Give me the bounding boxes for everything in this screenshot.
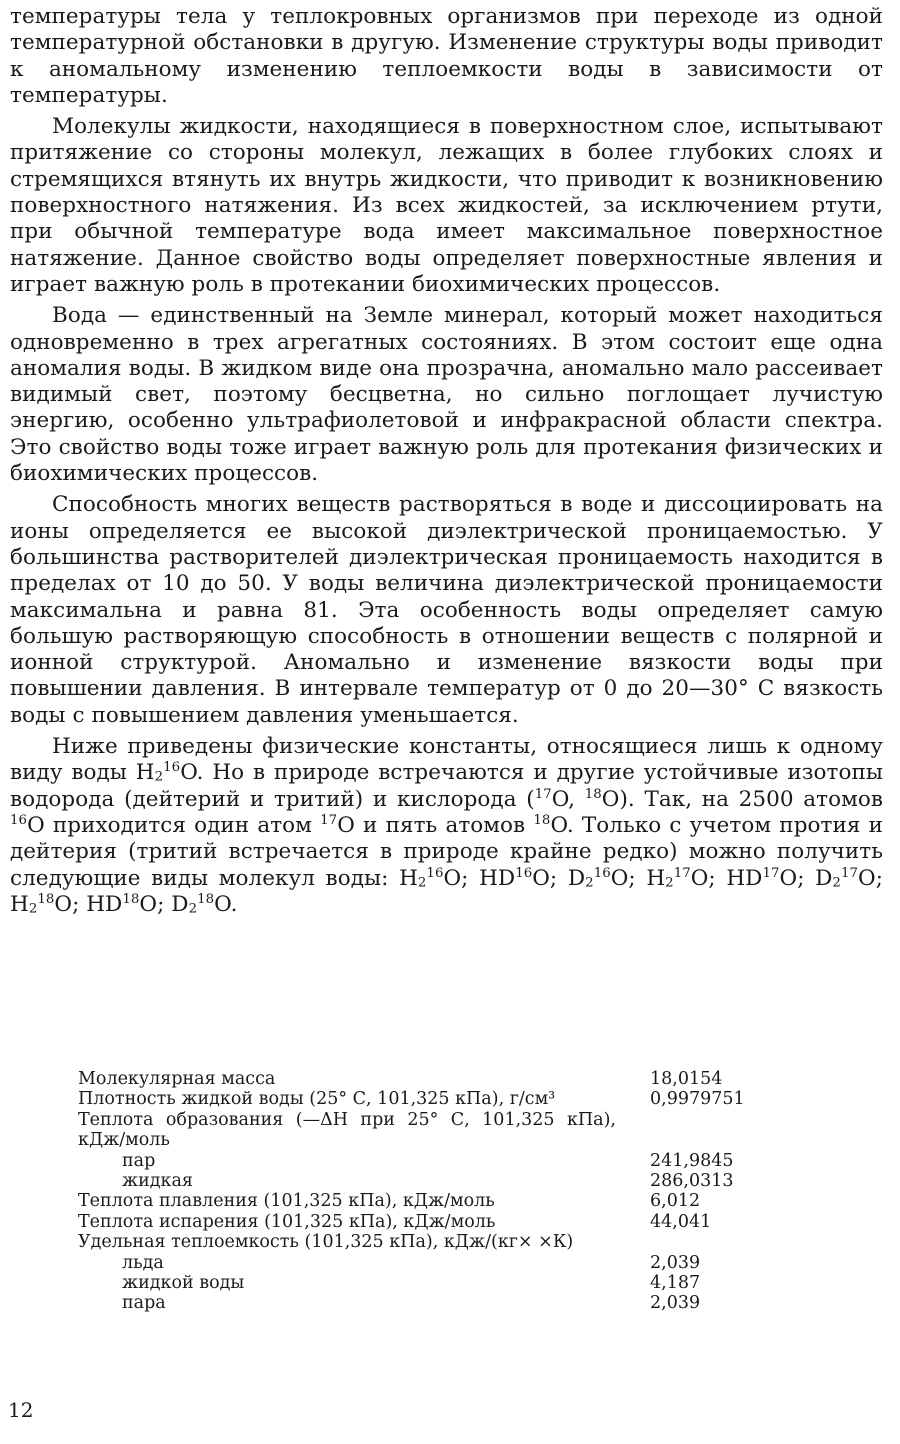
body-text	[10, 4, 883, 918]
superscript: 18	[37, 891, 55, 907]
paragraph-p1	[10, 4, 883, 109]
text-run: Способность многих веществ растворяться в воде и диссоциировать на ионы определяется ее высокой диэлектрической проницаемостью. У большинства растворителей диэлектрическая проницаемость находится в пределах от 10 до 50. У воды величина диэлектрической проницаемости максимальна и равна 81. Эта особенность воды определяет самую большую растворяющую способность в отношении веществ с полярной и ионной структурой. Аномально и изменение вязкости воды при повышении давления. В интервале температур от 0 до 20—30° С вязкость воды с повышением давления уменьшается.	[10, 492, 883, 728]
constant-row	[78, 1253, 798, 1273]
constant-value: 44,041	[650, 1211, 712, 1232]
subscript: 2	[585, 874, 594, 890]
constant-row	[78, 1232, 798, 1252]
superscript: 18	[122, 891, 140, 907]
constant-row	[78, 1273, 798, 1293]
superscript: 17	[762, 865, 780, 881]
paragraph-p4	[10, 492, 883, 729]
text-run: O.	[214, 891, 238, 917]
subscript: 2	[154, 769, 164, 785]
constant-label: льда	[122, 1252, 164, 1273]
text-run: O; H	[610, 865, 666, 891]
constant-value: 2,039	[650, 1252, 701, 1273]
superscript: 18	[533, 812, 551, 828]
text-run: O. Но в природе встречаются и другие устойчивые изотопы водорода (дейтерий и тритий) и кислорода (	[10, 760, 883, 812]
text-run: O). Так, на 2500 атомов	[601, 786, 883, 812]
constant-value: 0,9979751	[650, 1089, 745, 1110]
constant-label: Молекулярная масса	[78, 1069, 276, 1089]
superscript: 16	[10, 812, 28, 828]
physical-constants-table	[78, 1069, 798, 1314]
text-run: Ниже приведены физические константы, относящиеся лишь к одному виду воды H	[10, 734, 883, 786]
paragraph-p2	[10, 114, 883, 298]
subscript: 2	[188, 901, 198, 917]
superscript: 17	[840, 865, 859, 881]
constant-value: 2,039	[650, 1293, 701, 1314]
constant-value: 286,0313	[650, 1171, 734, 1192]
constant-label: жидкая	[122, 1171, 193, 1192]
paragraph-p3	[10, 303, 883, 487]
constant-value: 18,0154	[650, 1069, 723, 1089]
constant-label: пар	[122, 1150, 156, 1171]
constant-label: Удельная теплоемкость (101,325 кПа), кДж/(кг× ×К)	[78, 1232, 574, 1253]
superscript: 16	[593, 865, 611, 881]
constant-label: Теплота образования (—ΔH при 25° С, 101,325 кПа), кДж/моль	[78, 1109, 616, 1151]
superscript: 16	[426, 865, 444, 881]
superscript: 16	[163, 760, 181, 776]
text-run: O. Только с учетом протия и дейтерия (тритий встречается в природе крайне редко) можно получить следующие виды молекул воды: H	[10, 812, 883, 891]
superscript: 16	[515, 865, 533, 881]
text-run: Вода — единственный на Земле минерал, который может находиться одновременно в трех агрегатных состояниях. В этом состоит еще одна аномалия воды. В жидком виде она прозрачна, аномально мало рассеивает видимый свет, поэтому бесцветна, но сильно поглощает лучистую энергию, особенно ультрафиолетовой и инфракрасной области спектра. Это свойство воды тоже играет важную роль для протекания физических и биохимических процессов.	[10, 303, 883, 487]
text-run: O,	[551, 786, 585, 812]
superscript: 18	[197, 891, 215, 907]
text-run: O; HD	[54, 891, 123, 917]
text-run: O; D	[779, 865, 833, 891]
constant-row	[78, 1151, 798, 1171]
superscript: 18	[584, 786, 602, 802]
text-run: Молекулы жидкости, находящиеся в поверхностном слое, испытывают притяжение со стороны молекул, лежащих в более глубоких слоях и стремящихся втянуть их внутрь жидкости, что приводит к возникновению поверхностного натяжения. Из всех жидкостей, за исключением ртути, при обычной температуре вода имеет максимальное поверхностное натяжение. Данное свойство воды определяет поверхностные явления и играет важную роль в протекании биохимических процессов.	[10, 114, 883, 297]
constant-value: 241,9845	[650, 1150, 734, 1171]
superscript: 17	[673, 865, 691, 881]
page-number: 12	[8, 1398, 34, 1422]
paragraph-p5	[10, 734, 883, 918]
text-run: O; HD	[690, 865, 763, 891]
constant-row	[78, 1089, 798, 1109]
text-run: температуры тела у теплокровных организмов при переходе из одной температурной обстановки в другую. Изменение структуры воды приводит к аномальному изменению теплоемкости воды в зависимости от температуры.	[10, 4, 883, 108]
superscript: 17	[320, 812, 338, 828]
constant-value: 4,187	[650, 1273, 701, 1294]
text-run: O приходится один атом	[27, 812, 321, 838]
text-run: O; D	[532, 865, 586, 891]
constant-row	[78, 1212, 798, 1232]
constant-row	[78, 1191, 798, 1211]
text-run: O; D	[139, 891, 189, 917]
superscript: 17	[534, 786, 552, 802]
constant-label: Теплота плавления (101,325 кПа), кДж/моль	[78, 1191, 495, 1212]
subscript: 2	[417, 874, 427, 890]
text-run: O; H	[10, 865, 883, 917]
constant-label: Плотность жидкой воды (25° С, 101,325 кПа), г/см³	[78, 1089, 556, 1110]
constant-row	[78, 1110, 798, 1151]
subscript: 2	[832, 874, 841, 890]
subscript: 2	[28, 901, 38, 917]
constant-label: Теплота испарения (101,325 кПа), кДж/моль	[78, 1211, 496, 1232]
constant-label: пара	[122, 1293, 166, 1314]
constant-row	[78, 1069, 798, 1089]
subscript: 2	[665, 874, 674, 890]
text-run: O; HD	[443, 865, 516, 891]
constant-row	[78, 1293, 798, 1313]
constant-value: 6,012	[650, 1191, 701, 1212]
constant-row	[78, 1171, 798, 1191]
text-run: O и пять атомов	[337, 812, 534, 838]
constant-label: жидкой воды	[122, 1273, 245, 1294]
